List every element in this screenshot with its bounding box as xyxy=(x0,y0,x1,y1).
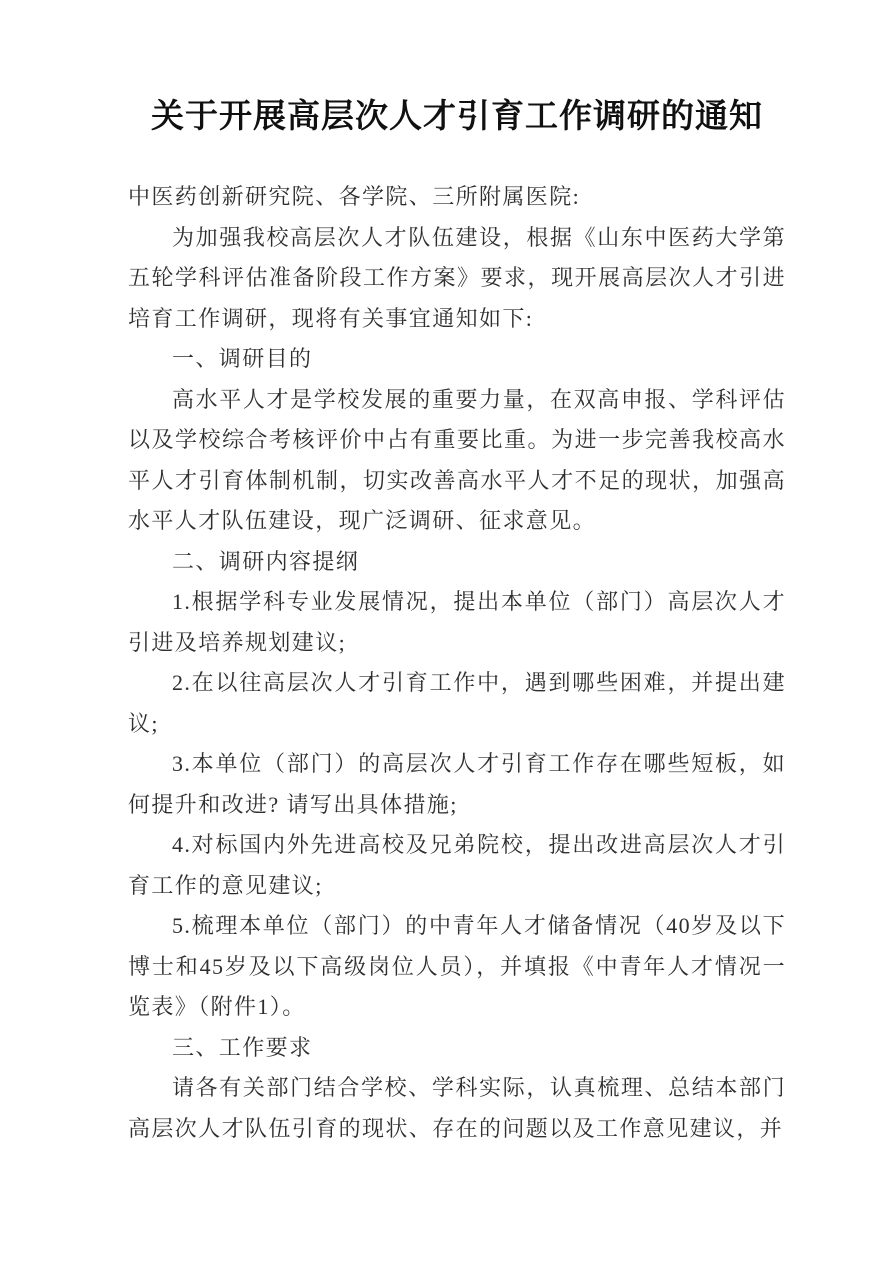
section-2-item-2: 2.在以往高层次人才引育工作中，遇到哪些困难，并提出建议; xyxy=(128,670,786,736)
document-content xyxy=(128,0,786,1149)
document-body xyxy=(128,177,786,1149)
salutation-line: 中医药创新研究院、各学院、三所附属医院: xyxy=(128,184,581,209)
section-2-heading: 二、调研内容提纲 xyxy=(172,548,360,574)
document-title: 关于开展高层次人才引育工作调研的通知 xyxy=(151,99,763,135)
section-3-heading: 三、工作要求 xyxy=(172,1034,313,1060)
section-2-item-5: 5.梳理本单位（部门）的中青年人才储备情况（40岁及以下博士和45岁及以下高级岗位人员），并填报《中青年人才情况一览表》（附件1）。 xyxy=(128,913,786,1019)
section-2-item-1: 1.根据学科专业发展情况，提出本单位（部门）高层次人才引进及培养规划建议; xyxy=(128,589,786,655)
section-1-heading: 一、调研目的 xyxy=(172,346,313,371)
section-1-paragraph: 高水平人才是学校发展的重要力量，在双高申报、学科评估以及学校综合考核评价中占有重要比重。为进一步完善我校高水平人才引育体制机制，切实改善高水平人才不足的现状，加强高水平人才队伍建设，现广泛调研、征求意见。 xyxy=(128,386,786,533)
section-2-item-4: 4.对标国内外先进高校及兄弟院校，提出改进高层次人才引育工作的意见建议; xyxy=(128,832,786,898)
section-2-item-3: 3.本单位（部门）的高层次人才引育工作存在哪些短板，如何提升和改进? 请写出具体措施; xyxy=(128,751,786,817)
section-3-paragraph: 请各有关部门结合学校、学科实际，认真梳理、总结本部门高层次人才队伍引育的现状、存在的问题以及工作意见建议，并 xyxy=(128,1075,786,1141)
intro-paragraph: 为加强我校高层次人才队伍建设，根据《山东中医药大学第五轮学科评估准备阶段工作方案》要求，现开展高层次人才引进培育工作调研，现将有关事宜通知如下: xyxy=(128,224,786,331)
